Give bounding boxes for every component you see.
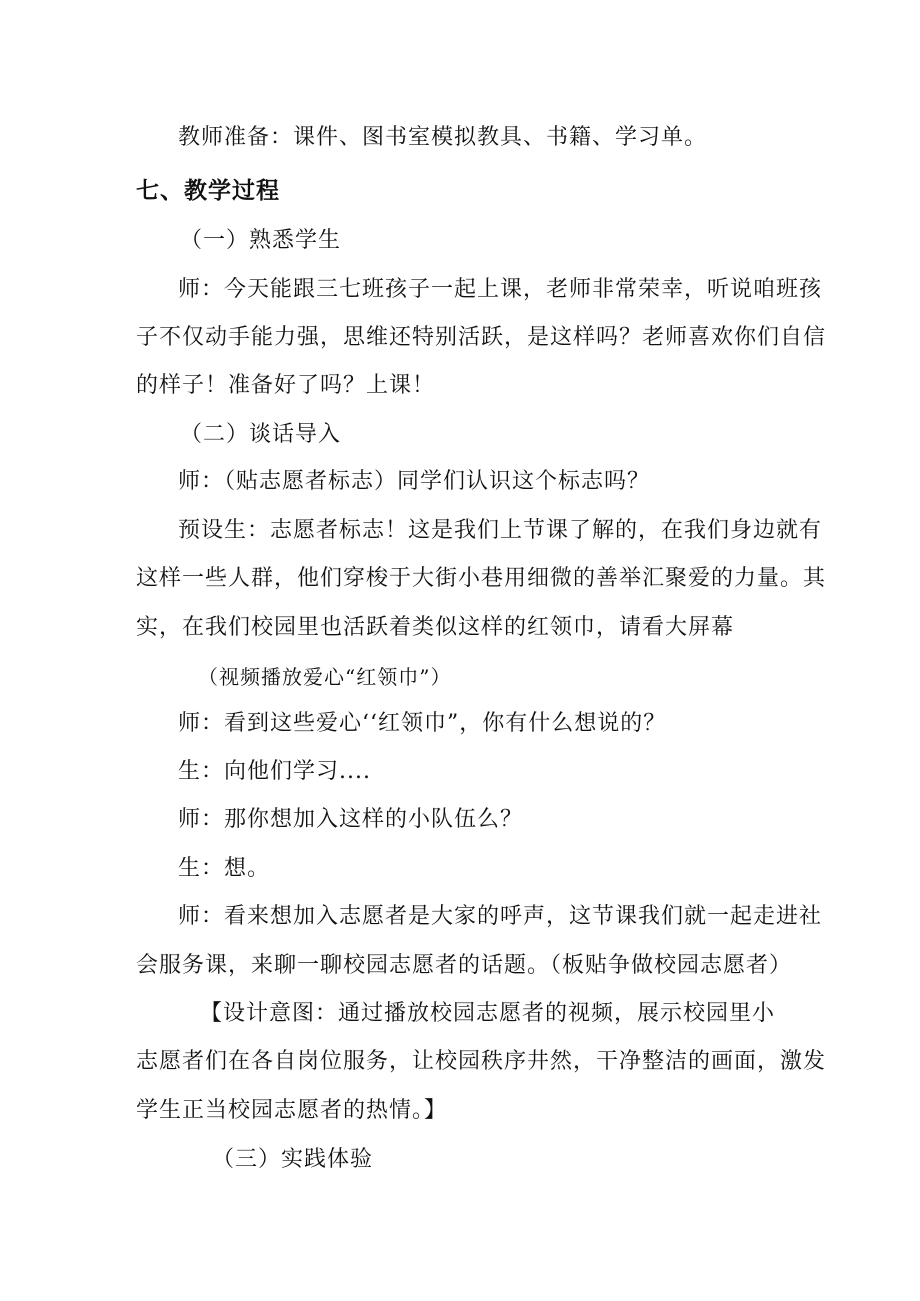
video-note-line: （视频播放爱心“红领巾”） <box>198 665 452 689</box>
paragraph-line: 生：向他们学习.... <box>178 759 371 784</box>
teacher-preparation-line: 教师准备：课件、图书室模拟教具、书籍、学习单。 <box>178 125 708 150</box>
paragraph-line: 生：想。 <box>178 856 271 881</box>
paragraph-line: 子不仅动手能力强，思维还特别活跃，是这样吗？老师喜欢你们自信 <box>136 325 827 350</box>
section-heading-teaching-process: 七、教学过程 <box>136 178 280 204</box>
design-intent-line: 学生正当校园志愿者的热情。】 <box>136 1098 448 1123</box>
paragraph-line: 会服务课，来聊一聊校园志愿者的话题。（板贴争做校园志愿者） <box>136 953 793 978</box>
paragraph-line: 师：看到这些爱心‘‘红领巾”，你有什么想说的？ <box>178 711 667 736</box>
paragraph-line: 师：看来想加入志愿者是大家的呼声，这节课我们就一起走进社 <box>178 904 823 929</box>
subheading-practice-experience: （三）实践体验 <box>212 1147 374 1172</box>
paragraph-line: 预设生：志愿者标志！这是我们上节课了解的，在我们身边就有 <box>178 518 823 543</box>
paragraph-line: 实，在我们校园里也活跃着类似这样的红领巾，请看大屏幕 <box>136 615 735 640</box>
paragraph-line: 师：那你想加入这样的小队伍么？ <box>178 807 524 832</box>
paragraph-line: 这样一些人群，他们穿梭于大街小巷用细微的善举汇聚爱的力量。其 <box>136 566 827 591</box>
subheading-conversation-intro: （二）谈话导入 <box>180 422 342 447</box>
subheading-familiarize-students: （一）熟悉学生 <box>180 228 342 253</box>
paragraph-line: 师：（贴志愿者标志）同学们认识这个标志吗？ <box>178 469 651 494</box>
design-intent-line: 志愿者们在各自岗位服务，让校园秩序井然，干净整洁的画面，激发 <box>136 1049 827 1074</box>
paragraph-line: 的样子！准备好了吗？上课！ <box>136 373 436 398</box>
paragraph-line: 师：今天能跟三七班孩子一起上课，老师非常荣幸，听说咱班孩 <box>178 277 823 302</box>
design-intent-line: 【设计意图：通过播放校园志愿者的视频，展示校园里小 <box>200 1001 776 1026</box>
